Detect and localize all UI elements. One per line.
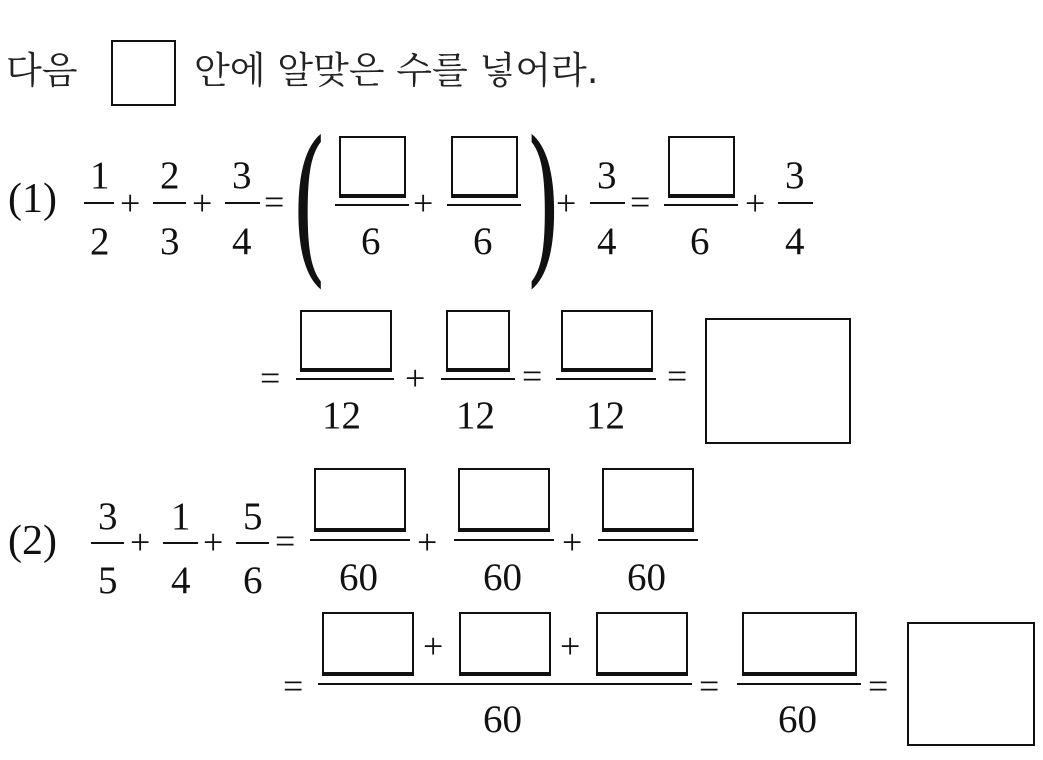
- equals-sign: =: [264, 182, 285, 222]
- plus-sign: +: [405, 358, 426, 398]
- fraction-bar: [84, 202, 114, 204]
- fraction-denominator: 5: [98, 559, 118, 602]
- left-parenthesis: (: [291, 106, 328, 304]
- fraction-denominator: 6: [243, 559, 263, 602]
- fraction-bar: [225, 202, 260, 204]
- fraction-denominator: 4: [171, 559, 191, 602]
- fraction-denominator: 12: [586, 394, 625, 437]
- final-answer-box[interactable]: [705, 318, 851, 444]
- fraction-numerator: 2: [160, 154, 180, 197]
- fraction-bar: [590, 202, 625, 204]
- plus-sign: +: [417, 522, 438, 562]
- fraction-bar: [163, 542, 198, 544]
- equals-sign: =: [283, 666, 304, 706]
- fraction-denominator: 60: [483, 698, 522, 741]
- answer-box[interactable]: [561, 310, 653, 372]
- fraction-bar: [335, 204, 409, 206]
- equals-sign: =: [868, 666, 889, 706]
- fraction-denominator: 4: [597, 220, 617, 263]
- problem-1-label: (1): [8, 176, 57, 222]
- fraction-bar: [236, 542, 269, 544]
- answer-box[interactable]: [596, 612, 688, 676]
- fraction-bar: [598, 539, 698, 541]
- plus-sign: +: [203, 522, 224, 562]
- problem-2-label: (2): [8, 518, 57, 564]
- fraction-numerator: 3: [597, 154, 617, 197]
- plus-sign: +: [556, 183, 577, 223]
- fraction-bar: [318, 683, 692, 685]
- answer-box[interactable]: [742, 612, 857, 676]
- fraction-denominator: 6: [690, 220, 710, 263]
- plus-sign: +: [562, 522, 583, 562]
- final-answer-box[interactable]: [907, 622, 1035, 746]
- plus-sign: +: [560, 626, 581, 666]
- fraction-bar: [296, 378, 394, 380]
- instruction-suffix: 안에 알맞은 수를 넣어라.: [194, 49, 599, 92]
- fraction-denominator: 60: [339, 556, 378, 599]
- plus-sign: +: [423, 626, 444, 666]
- equals-sign: =: [522, 356, 543, 396]
- answer-box[interactable]: [314, 468, 406, 532]
- plus-sign: +: [120, 183, 141, 223]
- fraction-denominator: 4: [785, 220, 805, 263]
- fraction-denominator: 6: [361, 220, 381, 263]
- fraction-denominator: 6: [473, 220, 493, 263]
- fraction-numerator: 1: [171, 495, 191, 538]
- fraction-denominator: 12: [322, 394, 361, 437]
- plus-sign: +: [130, 522, 151, 562]
- right-parenthesis: ): [525, 106, 562, 304]
- answer-box[interactable]: [459, 612, 551, 676]
- fraction-denominator: 2: [90, 220, 110, 263]
- equals-sign: =: [275, 521, 296, 561]
- answer-box[interactable]: [668, 136, 735, 198]
- fraction-numerator: 3: [232, 154, 252, 197]
- answer-box[interactable]: [446, 310, 510, 372]
- answer-box[interactable]: [602, 468, 694, 532]
- fraction-numerator: 3: [98, 495, 118, 538]
- plus-sign: +: [413, 183, 434, 223]
- equals-sign: =: [667, 356, 688, 396]
- answer-box[interactable]: [451, 136, 518, 198]
- fraction-bar: [556, 378, 656, 380]
- fraction-denominator: 4: [232, 220, 252, 263]
- fraction-denominator: 60: [627, 556, 666, 599]
- answer-box-example: [111, 40, 176, 106]
- answer-box[interactable]: [339, 136, 406, 198]
- answer-box[interactable]: [458, 468, 550, 532]
- fraction-denominator: 60: [483, 556, 522, 599]
- equals-sign: =: [699, 666, 720, 706]
- fraction-denominator: 60: [778, 698, 817, 741]
- fraction-numerator: 5: [243, 495, 263, 538]
- fraction-bar: [737, 683, 861, 685]
- fraction-bar: [153, 202, 186, 204]
- fraction-numerator: 1: [90, 154, 110, 197]
- plus-sign: +: [745, 183, 766, 223]
- fraction-numerator: 3: [785, 154, 805, 197]
- fraction-bar: [91, 542, 124, 544]
- equals-sign: =: [630, 182, 651, 222]
- fraction-bar: [778, 202, 813, 204]
- fraction-bar: [441, 378, 515, 380]
- fraction-denominator: 12: [456, 394, 495, 437]
- equals-sign: =: [260, 358, 281, 398]
- fraction-bar: [447, 204, 521, 206]
- answer-box[interactable]: [322, 612, 414, 676]
- fraction-bar: [664, 204, 738, 206]
- answer-box[interactable]: [300, 310, 392, 372]
- fraction-bar: [454, 539, 554, 541]
- plus-sign: +: [192, 183, 213, 223]
- fraction-denominator: 3: [160, 220, 180, 263]
- fraction-bar: [310, 539, 410, 541]
- instruction-prefix: 다음: [6, 49, 78, 92]
